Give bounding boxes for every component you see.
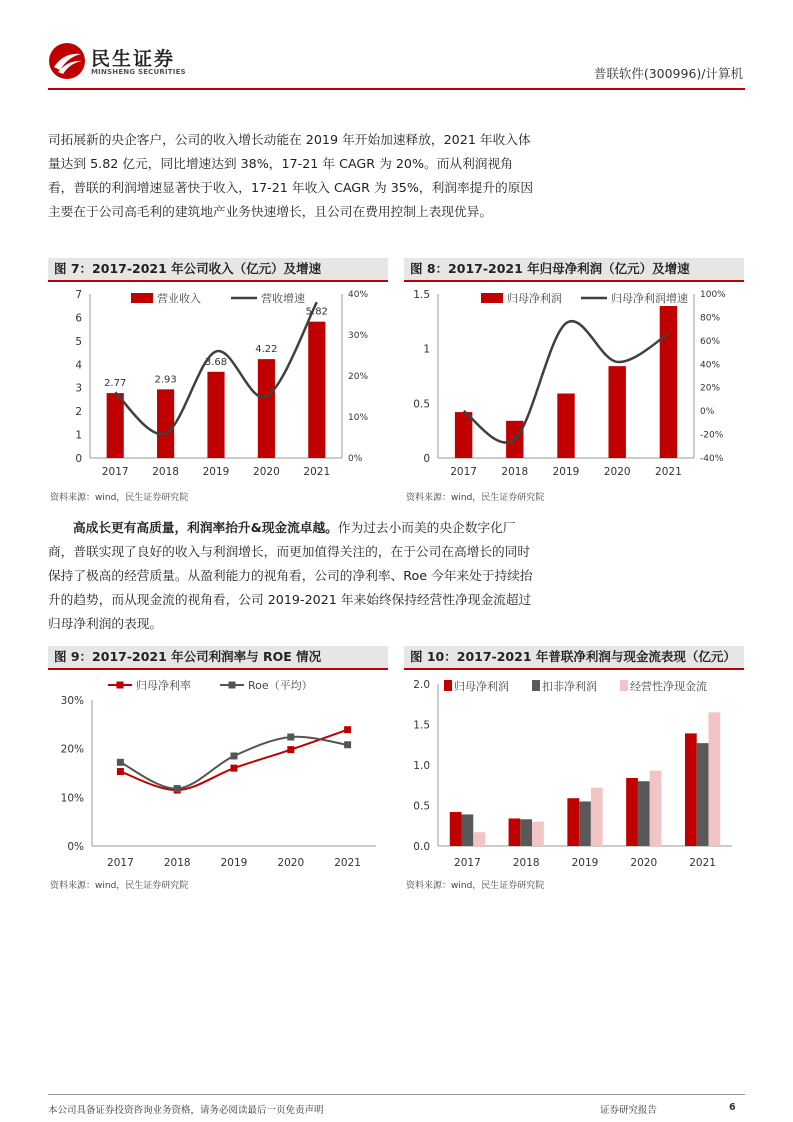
fig7-y-tick-label: 6 (75, 312, 82, 325)
fig9-point (287, 733, 294, 740)
fig10-x-tick-label: 2018 (512, 857, 540, 869)
fig7-legend-label: 营收增速 (261, 292, 305, 305)
fig7-data-label: 2.77 (104, 378, 127, 390)
fig7-y2-tick-label: 30% (348, 331, 369, 341)
fig8-source: 资料来源：wind，民生证券研究院 (406, 493, 545, 503)
fig8-legend-label: 归母净利润增速 (611, 292, 688, 305)
fig8-bar (557, 393, 574, 458)
fig8-x-tick-label: 2020 (603, 466, 631, 478)
fig7-y-tick-label: 0 (75, 453, 82, 465)
quality-paragraph (48, 516, 538, 636)
fig8-y2-tick-label: 100% (700, 290, 726, 300)
fig7-data-label: 5.82 (305, 306, 328, 318)
fig8-y2-tick-label: 60% (700, 336, 721, 347)
fig10-bar (567, 798, 579, 846)
fig10-legend-label: 经营性净现金流 (630, 680, 707, 693)
fig9-chart (48, 672, 388, 872)
fig10-y-tick-label: 1.0 (413, 760, 430, 772)
fig7-data-label: 3.68 (204, 356, 228, 368)
quality-body: 作为过去小而美的央企数字化厂商，普联实现了良好的收入与利润增长，而更加值得关注的，在于公司在高增长的同时保持了极高的经营质量。从盈利能力的视角看，公司的净利率、Roe 今年来处于持续抬升的趋势，而从现金流的视角看，公司 2019-2021 年来始终保持经营性净现金流超过归母净利润的表现。 (48, 520, 533, 631)
intro-paragraph (48, 128, 538, 224)
fig8-y-tick-label: 0 (423, 453, 430, 465)
fig9-x-tick-label: 2017 (107, 857, 134, 869)
fig7-y2-tick-label: 10% (348, 413, 369, 423)
fig7-y-tick-label: 3 (75, 382, 82, 395)
fig9-y-tick-label: 0% (67, 841, 84, 853)
fig7-bar (258, 359, 275, 458)
fig9-x-tick-label: 2021 (334, 857, 361, 869)
report-tag: 普联软件(300996)/计算机 (593, 66, 743, 81)
fig8-y2-tick-label: 0% (700, 407, 715, 418)
fig10-x-tick-label: 2019 (571, 857, 599, 869)
fig7-y2-tick-label: 20% (348, 372, 369, 382)
fig7-title: 图 7：2017-2021 年公司收入（亿元）及增速 (48, 258, 388, 280)
fig9-legend-label: 归母净利率 (136, 679, 191, 692)
fig7-data-label: 4.22 (255, 344, 278, 356)
fig7-bar (308, 322, 325, 458)
footer-divider (48, 1094, 745, 1095)
fig10-bar (591, 788, 603, 846)
fig7-y2-tick-label: 0% (348, 454, 363, 464)
fig10-legend-swatch (532, 680, 540, 691)
fig10-title-underline (404, 668, 744, 670)
fig8-y2-tick-label: 20% (700, 383, 721, 394)
fig8-title: 图 8：2017-2021 年归母净利润（亿元）及增速 (404, 258, 744, 280)
fig10-bar (532, 822, 544, 846)
fig8-legend-swatch-bar (481, 293, 503, 303)
fig9-legend-swatch-marker (229, 682, 236, 689)
fig8-legend-label: 归母净利润 (507, 292, 562, 305)
fig8-x-tick-label: 2019 (552, 466, 580, 478)
fig10-x-tick-label: 2020 (630, 857, 658, 869)
fig7-y-tick-label: 4 (75, 359, 82, 372)
fig9-point (117, 768, 124, 775)
brand-logo-icon (48, 42, 86, 80)
fig10-bar (697, 743, 709, 846)
fig9-point (287, 746, 294, 753)
fig7-y-tick-label: 1 (75, 429, 82, 442)
fig7-x-tick-label: 2019 (202, 466, 230, 478)
fig8-y-tick-label: 0.5 (413, 398, 430, 411)
fig9-x-tick-label: 2018 (163, 857, 191, 869)
fig10-bar (450, 812, 462, 846)
fig8-y-tick-label: 1 (423, 343, 430, 356)
fig7-bar (207, 372, 224, 458)
page-number: 6 (729, 1102, 736, 1113)
fig10-bar (579, 801, 591, 846)
fig9-x-tick-label: 2019 (220, 857, 248, 869)
fig7-x-tick-label: 2018 (152, 466, 179, 478)
fig8-chart (404, 284, 744, 484)
fig7-bar (157, 389, 174, 458)
fig10-x-tick-label: 2021 (689, 857, 716, 869)
fig10-bar (509, 818, 521, 846)
fig10-x-tick-label: 2017 (454, 857, 481, 869)
fig9-title: 图 9：2017-2021 年公司利润率与 ROE 情况 (48, 646, 388, 668)
fig8-x-tick-label: 2017 (450, 466, 477, 478)
fig10-legend-label: 扣非净利润 (542, 680, 597, 693)
brand-name-cn: 民生证券 (91, 48, 176, 70)
fig7-data-label: 2.93 (154, 374, 177, 386)
fig7-x-tick-label: 2021 (303, 466, 331, 478)
fig7-legend-label: 营业收入 (157, 292, 201, 305)
fig9-series-line (120, 737, 347, 789)
fig8-bar (455, 412, 472, 458)
fig10-title: 图 10：2017-2021 年普联净利润与现金流表现（亿元） (404, 646, 744, 668)
fig9-y-tick-label: 20% (60, 743, 84, 756)
fig10-y-tick-label: 0.5 (413, 800, 430, 813)
fig9-point (344, 741, 351, 748)
header-divider (48, 88, 745, 90)
fig8-y2-tick-label: -20% (700, 430, 724, 441)
fig7-chart (48, 284, 388, 484)
fig10-legend-swatch (444, 680, 452, 691)
fig9-point (174, 785, 181, 792)
fig10-bar (650, 771, 662, 846)
fig9-point (231, 752, 238, 759)
fig10-source: 资料来源：wind，民生证券研究院 (406, 881, 545, 891)
fig10-bar (708, 712, 720, 846)
fig7-legend-swatch-bar (131, 293, 153, 303)
footer-disclaimer: 本公司具备证券投资咨询业务资格，请务必阅读最后一页免责声明 (48, 1105, 324, 1116)
fig8-x-tick-label: 2021 (655, 466, 682, 478)
fig7-y-tick-label: 2 (75, 406, 82, 419)
fig10-bar (638, 781, 650, 846)
fig7-x-tick-label: 2017 (101, 466, 129, 478)
fig7-x-tick-label: 2020 (253, 466, 280, 478)
fig9-title-underline (48, 668, 388, 670)
intro-text: 司拓展新的央企客户，公司的收入增长动能在 2019 年开始加速释放，2021 年收入体量达到 5.82 亿元，同比增速达到 38%，17-21 年 CAGR 为 20%。而从利润视角看，普联的利润增速显著快于收入，17-21 年收入 CAGR 为 35%，利润率提升的原因主要在于公司高毛利的建筑地产业务快速增长，且公司在费用控制上表现优异。 (48, 132, 534, 219)
footer-report-type: 证券研究报告 (600, 1105, 658, 1116)
fig9-legend-swatch-marker (117, 682, 124, 689)
fig10-y-tick-label: 0.0 (413, 841, 430, 853)
fig10-bar (462, 814, 474, 846)
fig8-x-tick-label: 2018 (501, 466, 529, 478)
fig9-legend-label: Roe（平均） (248, 679, 313, 692)
fig7-y-tick-label: 7 (75, 289, 82, 301)
fig8-y2-tick-label: -40% (700, 454, 724, 464)
fig7-bar (107, 393, 124, 458)
fig10-legend-label: 归母净利润 (454, 680, 509, 693)
fig10-bar (473, 832, 485, 846)
fig9-y-tick-label: 10% (60, 792, 84, 805)
fig10-y-tick-label: 2.0 (413, 679, 430, 691)
fig10-chart (404, 672, 744, 872)
fig10-legend-swatch (620, 680, 628, 691)
fig8-y2-tick-label: 80% (700, 313, 721, 324)
fig7-y-tick-label: 5 (75, 335, 82, 348)
fig8-bar (660, 306, 677, 458)
fig9-point (344, 726, 351, 733)
fig10-bar (520, 819, 532, 846)
fig9-point (117, 759, 124, 766)
fig8-y-tick-label: 1.5 (413, 289, 430, 301)
fig9-point (231, 765, 238, 772)
fig10-bar (685, 733, 697, 846)
fig8-bar (608, 366, 625, 458)
fig10-bar (626, 778, 638, 846)
fig9-source: 资料来源：wind，民生证券研究院 (50, 881, 189, 891)
quality-lead: 高成长更有高质量，利润率抬升&现金流卓越。 (73, 520, 338, 535)
fig9-y-tick-label: 30% (60, 695, 84, 707)
fig9-x-tick-label: 2020 (277, 857, 305, 869)
fig10-y-tick-label: 1.5 (413, 719, 430, 732)
fig8-title-underline (404, 280, 744, 282)
fig7-title-underline (48, 280, 388, 282)
fig8-y2-tick-label: 40% (700, 360, 721, 371)
brand-name-en: MINSHENG SECURITIES (91, 68, 186, 76)
fig7-source: 资料来源：wind，民生证券研究院 (50, 493, 189, 503)
fig7-y2-tick-label: 40% (348, 290, 369, 300)
